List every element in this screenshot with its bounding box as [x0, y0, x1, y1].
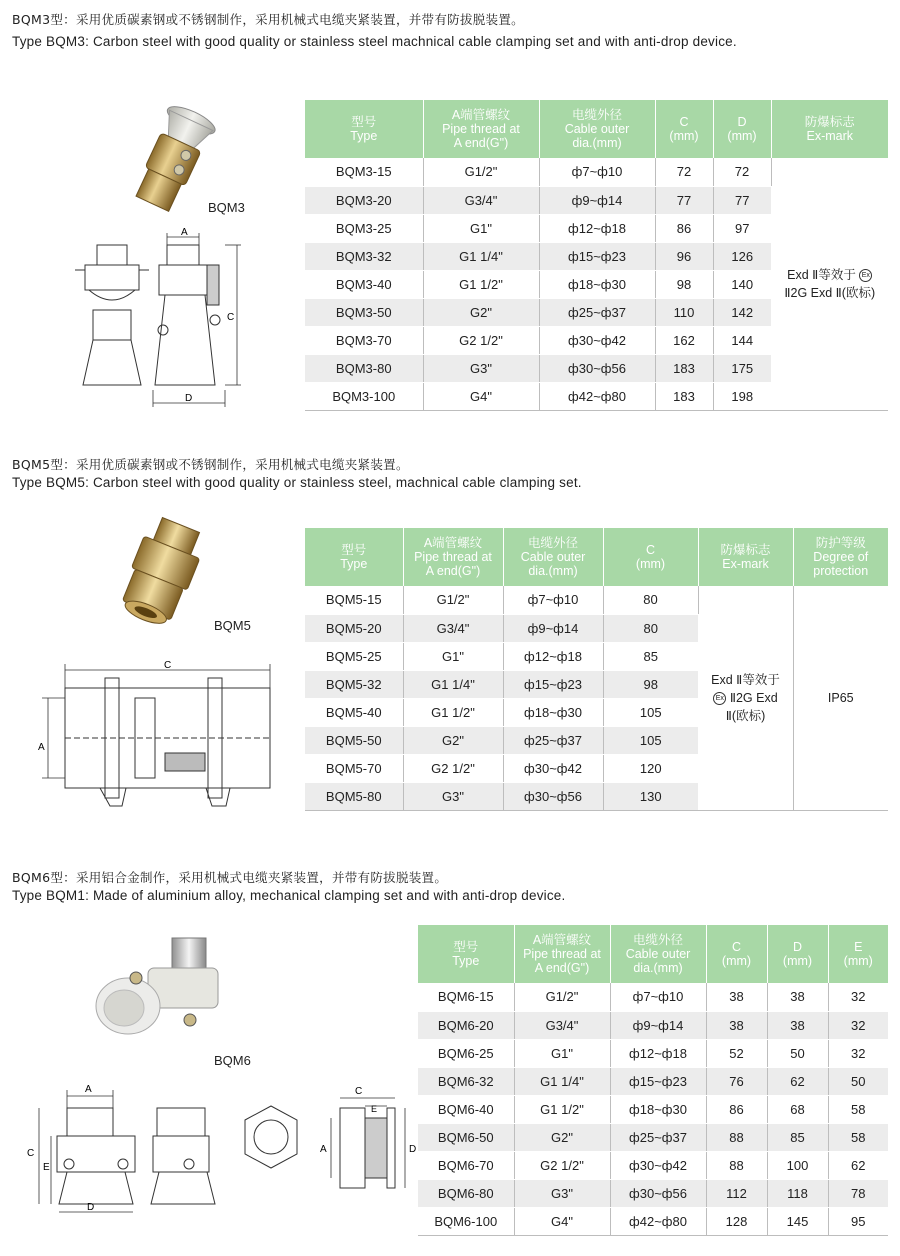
d-cell: 38	[767, 1011, 828, 1039]
thread-cell: G3/4"	[423, 186, 539, 214]
cable-cell: ф9~ф14	[503, 614, 603, 642]
thread-cell: G2 1/2"	[403, 754, 503, 782]
thread-cell: G2"	[423, 298, 539, 326]
type-cell: BQM3-40	[305, 270, 423, 298]
type-cell: BQM3-70	[305, 326, 423, 354]
table-row	[418, 983, 888, 1011]
table-row	[305, 586, 888, 614]
thread-cell: G1"	[403, 642, 503, 670]
table-row	[418, 1123, 888, 1151]
bqm6-technical-drawing	[25, 1080, 425, 1220]
cable-cell: ф18~ф30	[503, 698, 603, 726]
cable-cell: ф30~ф56	[610, 1179, 706, 1207]
c-cell: 183	[655, 382, 713, 410]
bqm3-spec-table	[305, 100, 888, 411]
c-cell: 80	[603, 586, 698, 614]
bqm6-dim-c2: C	[355, 1086, 363, 1097]
d-cell: 126	[713, 242, 771, 270]
thread-cell: G3"	[423, 354, 539, 382]
type-cell: BQM6-32	[418, 1067, 514, 1095]
type-cell: BQM3-20	[305, 186, 423, 214]
e-cell: 32	[828, 1011, 888, 1039]
bqm6-spec-table	[418, 925, 888, 1236]
c-cell: 128	[706, 1207, 767, 1235]
bqm6-dim-a: A	[85, 1084, 92, 1095]
type-cell: BQM6-40	[418, 1095, 514, 1123]
d-cell: 144	[713, 326, 771, 354]
type-cell: BQM6-20	[418, 1011, 514, 1039]
c-cell: 86	[706, 1095, 767, 1123]
thread-cell: G1 1/4"	[423, 242, 539, 270]
thread-cell: G3/4"	[403, 614, 503, 642]
type-cell: BQM5-25	[305, 642, 403, 670]
cable-cell: ф42~ф80	[610, 1207, 706, 1235]
bqm6-dim-a2: A	[320, 1144, 327, 1155]
c-cell: 85	[603, 642, 698, 670]
thread-cell: G1 1/2"	[403, 698, 503, 726]
table-row	[418, 1151, 888, 1179]
thread-cell: G4"	[423, 382, 539, 410]
c-cell: 88	[706, 1151, 767, 1179]
bqm5-heading-en: Type BQM5: Carbon steel with good quality or stainless steel, machnical cable clamping set.	[12, 475, 582, 490]
type-cell: BQM5-80	[305, 782, 403, 810]
bqm3-photo-label: BQM3	[208, 200, 245, 215]
bqm3-header-exmark: 防爆标志 Ex-mark	[771, 100, 888, 158]
cable-cell: ф15~ф23	[503, 670, 603, 698]
bqm3-header-cable: 电缆外径 Cable outer dia.(mm)	[539, 100, 655, 158]
c-cell: 98	[655, 270, 713, 298]
exmark-text: Ⅱ2G Exd Ⅱ(欧标)	[784, 285, 876, 300]
d-cell: 85	[767, 1123, 828, 1151]
bqm6-header-d: D (mm)	[767, 925, 828, 983]
bqm5-dim-a: A	[38, 742, 45, 753]
d-cell: 142	[713, 298, 771, 326]
exmark-text: Ⅱ2G Exd	[729, 690, 778, 705]
ex-symbol-icon: Ex	[859, 269, 872, 282]
type-cell: BQM6-15	[418, 983, 514, 1011]
e-cell: 58	[828, 1123, 888, 1151]
thread-cell: G1 1/2"	[514, 1095, 610, 1123]
type-cell: BQM3-15	[305, 158, 423, 186]
bqm3-dim-d: D	[185, 393, 193, 404]
c-cell: 38	[706, 983, 767, 1011]
bqm6-photo-label: BQM6	[214, 1053, 251, 1068]
bqm5-header-exmark: 防爆标志 Ex-mark	[698, 528, 793, 586]
d-cell: 72	[713, 158, 771, 186]
bqm5-dim-c: C	[164, 660, 172, 671]
c-cell: 76	[706, 1067, 767, 1095]
exmark-text: Exd Ⅱ等效于	[787, 267, 856, 282]
table-row	[418, 1011, 888, 1039]
thread-cell: G3"	[514, 1179, 610, 1207]
thread-cell: G4"	[514, 1207, 610, 1235]
bqm3-header-thread: A端管螺纹 Pipe thread at A end(G")	[423, 100, 539, 158]
cable-cell: ф25~ф37	[503, 726, 603, 754]
table-row	[418, 1095, 888, 1123]
bqm3-exmark-cell	[771, 158, 888, 410]
bqm6-dim-c: C	[27, 1148, 35, 1159]
bqm6-dim-e: E	[43, 1162, 50, 1173]
cable-cell: ф25~ф37	[539, 298, 655, 326]
table-row	[418, 1039, 888, 1067]
bqm3-header-type: 型号 Type	[305, 100, 423, 158]
type-cell: BQM3-80	[305, 354, 423, 382]
bqm6-dim-e2: E	[371, 1104, 378, 1114]
thread-cell: G1"	[514, 1039, 610, 1067]
exmark-text: Exd Ⅱ等效于	[711, 672, 780, 687]
bqm3-header-c: C (mm)	[655, 100, 713, 158]
d-cell: 198	[713, 382, 771, 410]
type-cell: BQM6-50	[418, 1123, 514, 1151]
c-cell: 130	[603, 782, 698, 810]
thread-cell: G2 1/2"	[514, 1151, 610, 1179]
type-cell: BQM6-100	[418, 1207, 514, 1235]
c-cell: 105	[603, 726, 698, 754]
c-cell: 105	[603, 698, 698, 726]
type-cell: BQM5-32	[305, 670, 403, 698]
ex-symbol-icon: Ex	[713, 692, 726, 705]
cable-cell: ф9~ф14	[610, 1011, 706, 1039]
bqm6-header-cable: 电缆外径 Cable outer dia.(mm)	[610, 925, 706, 983]
type-cell: BQM5-20	[305, 614, 403, 642]
d-cell: 140	[713, 270, 771, 298]
bqm5-spec-table	[305, 528, 888, 811]
bqm3-heading-cn: BQM3型：采用优质碳素钢或不锈钢制作，采用机械式电缆夹紧装置，并带有防拔脱装置。	[12, 12, 524, 27]
bqm6-header-e: E (mm)	[828, 925, 888, 983]
e-cell: 62	[828, 1151, 888, 1179]
c-cell: 120	[603, 754, 698, 782]
c-cell: 38	[706, 1011, 767, 1039]
cable-cell: ф7~ф10	[503, 586, 603, 614]
thread-cell: G1/2"	[403, 586, 503, 614]
cable-cell: ф15~ф23	[610, 1067, 706, 1095]
type-cell: BQM3-50	[305, 298, 423, 326]
thread-cell: G1/2"	[514, 983, 610, 1011]
exmark-text: Ⅱ(欧标)	[725, 708, 766, 723]
cable-cell: ф12~ф18	[503, 642, 603, 670]
type-cell: BQM3-100	[305, 382, 423, 410]
c-cell: 77	[655, 186, 713, 214]
thread-cell: G1"	[423, 214, 539, 242]
c-cell: 96	[655, 242, 713, 270]
bqm5-product-photo	[100, 515, 220, 640]
e-cell: 58	[828, 1095, 888, 1123]
e-cell: 78	[828, 1179, 888, 1207]
e-cell: 50	[828, 1067, 888, 1095]
d-cell: 68	[767, 1095, 828, 1123]
cable-cell: ф30~ф56	[539, 354, 655, 382]
bqm5-photo-label: BQM5	[214, 618, 251, 633]
c-cell: 98	[603, 670, 698, 698]
cable-cell: ф12~ф18	[539, 214, 655, 242]
bqm6-heading-en: Type BQM1: Made of aluminium alloy, mechanical clamping set and with anti-drop device.	[12, 888, 566, 903]
cable-cell: ф15~ф23	[539, 242, 655, 270]
d-cell: 38	[767, 983, 828, 1011]
bqm3-header-d: D (mm)	[713, 100, 771, 158]
c-cell: 72	[655, 158, 713, 186]
cable-cell: ф12~ф18	[610, 1039, 706, 1067]
c-cell: 86	[655, 214, 713, 242]
d-cell: 118	[767, 1179, 828, 1207]
thread-cell: G2"	[403, 726, 503, 754]
bqm6-header-thread: A端管螺纹 Pipe thread at A end(G")	[514, 925, 610, 983]
c-cell: 183	[655, 354, 713, 382]
type-cell: BQM6-25	[418, 1039, 514, 1067]
bqm5-header-type: 型号 Type	[305, 528, 403, 586]
cable-cell: ф30~ф42	[539, 326, 655, 354]
type-cell: BQM3-32	[305, 242, 423, 270]
thread-cell: G2 1/2"	[423, 326, 539, 354]
type-cell: BQM6-70	[418, 1151, 514, 1179]
d-cell: 100	[767, 1151, 828, 1179]
bqm3-dim-c: C	[227, 312, 235, 323]
type-cell: BQM5-70	[305, 754, 403, 782]
bqm6-dim-d: D	[87, 1202, 95, 1213]
d-cell: 50	[767, 1039, 828, 1067]
table-row	[305, 158, 888, 186]
bqm5-header-cable: 电缆外径 Cable outer dia.(mm)	[503, 528, 603, 586]
bqm6-header-type: 型号 Type	[418, 925, 514, 983]
e-cell: 32	[828, 983, 888, 1011]
thread-cell: G3"	[403, 782, 503, 810]
bqm6-dim-d2: D	[409, 1144, 417, 1155]
cable-cell: ф18~ф30	[610, 1095, 706, 1123]
cable-cell: ф30~ф42	[503, 754, 603, 782]
c-cell: 52	[706, 1039, 767, 1067]
d-cell: 97	[713, 214, 771, 242]
bqm5-exmark-cell	[698, 586, 793, 810]
type-cell: BQM3-25	[305, 214, 423, 242]
bqm5-header-c: C (mm)	[603, 528, 698, 586]
bqm3-heading-en: Type BQM3: Carbon steel with good quality or stainless steel machnical cable clamping set and with anti-drop device.	[12, 34, 737, 49]
table-row	[418, 1067, 888, 1095]
cable-cell: ф18~ф30	[539, 270, 655, 298]
cable-cell: ф9~ф14	[539, 186, 655, 214]
type-cell: BQM5-15	[305, 586, 403, 614]
c-cell: 88	[706, 1123, 767, 1151]
c-cell: 162	[655, 326, 713, 354]
type-cell: BQM5-50	[305, 726, 403, 754]
cable-cell: ф7~ф10	[539, 158, 655, 186]
thread-cell: G2"	[514, 1123, 610, 1151]
thread-cell: G1/2"	[423, 158, 539, 186]
d-cell: 62	[767, 1067, 828, 1095]
bqm5-heading-cn: BQM5型：采用优质碳素钢或不锈钢制作，采用机械式电缆夹紧装置。	[12, 457, 409, 472]
type-cell: BQM5-40	[305, 698, 403, 726]
c-cell: 110	[655, 298, 713, 326]
bqm6-product-photo	[90, 928, 240, 1053]
d-cell: 77	[713, 186, 771, 214]
bqm6-heading-cn: BQM6型：采用铝合金制作，采用机械式电缆夹紧装置，并带有防拔脱装置。	[12, 870, 448, 885]
d-cell: 175	[713, 354, 771, 382]
bqm5-technical-drawing	[30, 658, 290, 813]
e-cell: 95	[828, 1207, 888, 1235]
table-row	[418, 1207, 888, 1235]
d-cell: 145	[767, 1207, 828, 1235]
c-cell: 80	[603, 614, 698, 642]
cable-cell: ф7~ф10	[610, 983, 706, 1011]
cable-cell: ф25~ф37	[610, 1123, 706, 1151]
bqm3-technical-drawing	[75, 225, 255, 410]
cable-cell: ф42~ф80	[539, 382, 655, 410]
thread-cell: G1 1/2"	[423, 270, 539, 298]
thread-cell: G1 1/4"	[514, 1067, 610, 1095]
bqm3-dim-a: A	[181, 227, 188, 238]
table-row	[418, 1179, 888, 1207]
bqm5-protection-cell: IP65	[793, 586, 888, 810]
thread-cell: G3/4"	[514, 1011, 610, 1039]
e-cell: 32	[828, 1039, 888, 1067]
bqm5-header-thread: A端管螺纹 Pipe thread at A end(G")	[403, 528, 503, 586]
cable-cell: ф30~ф56	[503, 782, 603, 810]
bqm5-header-protection: 防护等级 Degree of protection	[793, 528, 888, 586]
bqm6-header-c: C (mm)	[706, 925, 767, 983]
c-cell: 112	[706, 1179, 767, 1207]
thread-cell: G1 1/4"	[403, 670, 503, 698]
cable-cell: ф30~ф42	[610, 1151, 706, 1179]
type-cell: BQM6-80	[418, 1179, 514, 1207]
